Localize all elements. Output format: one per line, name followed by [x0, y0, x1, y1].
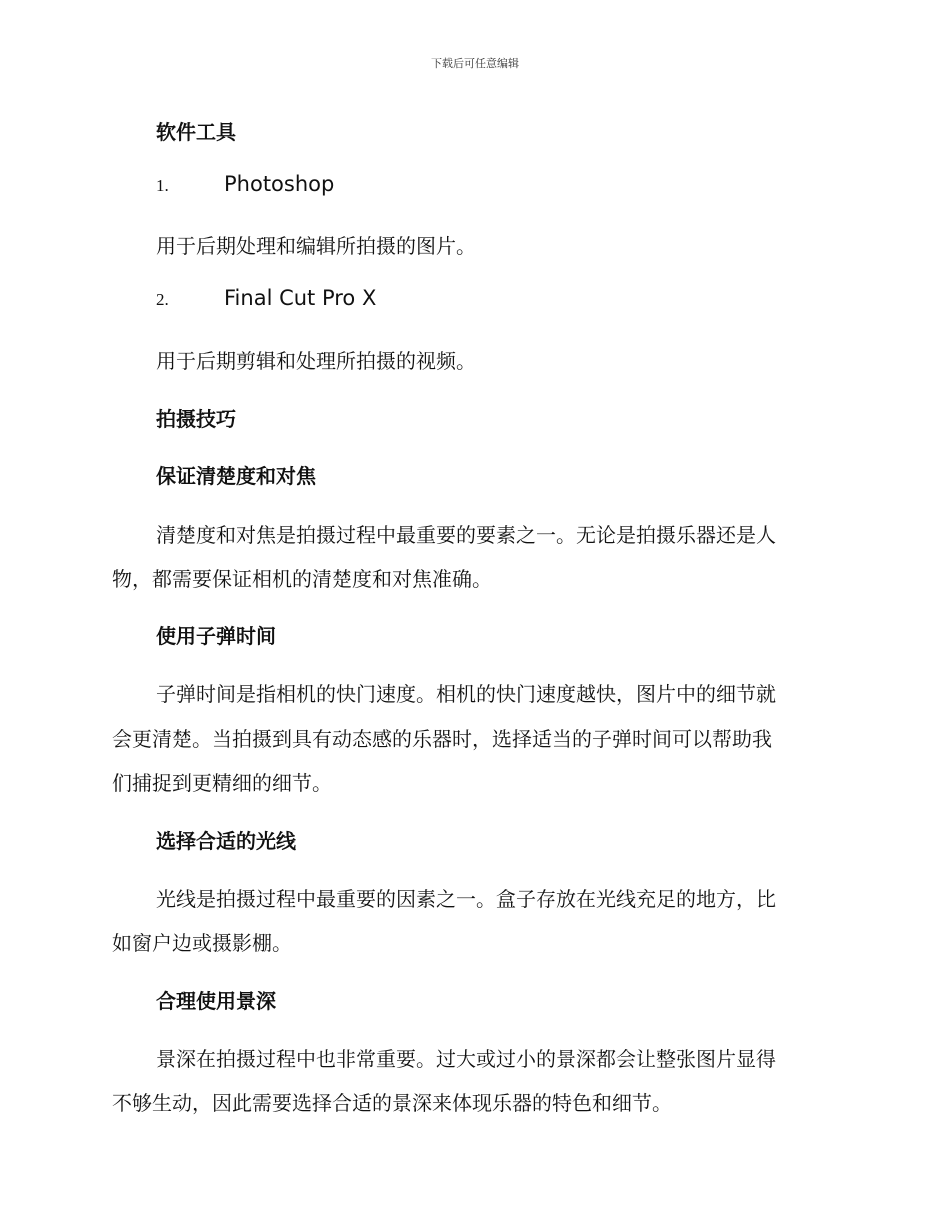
paragraph-line: 清楚度和对焦是拍摄过程中最重要的要素之一。无论是拍摄乐器还是人	[156, 523, 776, 547]
page-header: 下载后可任意编辑	[431, 57, 519, 70]
heading-shooting-techniques: 拍摄技巧	[156, 407, 236, 431]
heading-software-tools: 软件工具	[156, 120, 236, 144]
paragraph-line: 会更清楚。当拍摄到具有动态感的乐器时，选择适当的子弹时间可以帮助我	[112, 727, 772, 751]
paragraph-line: 如窗户边或摄影棚。	[112, 931, 292, 955]
heading-depth-of-field: 合理使用景深	[156, 989, 276, 1013]
heading-focus: 保证清楚度和对焦	[156, 464, 316, 488]
paragraph-line: 们捕捉到更精细的细节。	[112, 771, 332, 795]
paragraph-line: 景深在拍摄过程中也非常重要。过大或过小的景深都会让整张图片显得	[156, 1047, 776, 1071]
heading-lighting: 选择合适的光线	[156, 829, 296, 853]
software-name: Photoshop	[224, 172, 335, 196]
paragraph-photoshop-desc: 用于后期处理和编辑所拍摄的图片。	[156, 234, 476, 258]
software-name: Final Cut Pro X	[224, 286, 377, 310]
paragraph-line: 子弹时间是指相机的快门速度。相机的快门速度越快，图片中的细节就	[156, 682, 776, 706]
list-number: 2.	[156, 290, 169, 309]
paragraph-line: 物，都需要保证相机的清楚度和对焦准确。	[112, 567, 492, 591]
heading-bullet-time: 使用子弹时间	[156, 624, 276, 648]
paragraph-line: 光线是拍摄过程中最重要的因素之一。盒子存放在光线充足的地方，比	[156, 887, 776, 911]
paragraph-final-cut-desc: 用于后期剪辑和处理所拍摄的视频。	[156, 349, 476, 373]
list-number: 1.	[156, 176, 169, 195]
paragraph-line: 不够生动，因此需要选择合适的景深来体现乐器的特色和细节。	[112, 1091, 672, 1115]
